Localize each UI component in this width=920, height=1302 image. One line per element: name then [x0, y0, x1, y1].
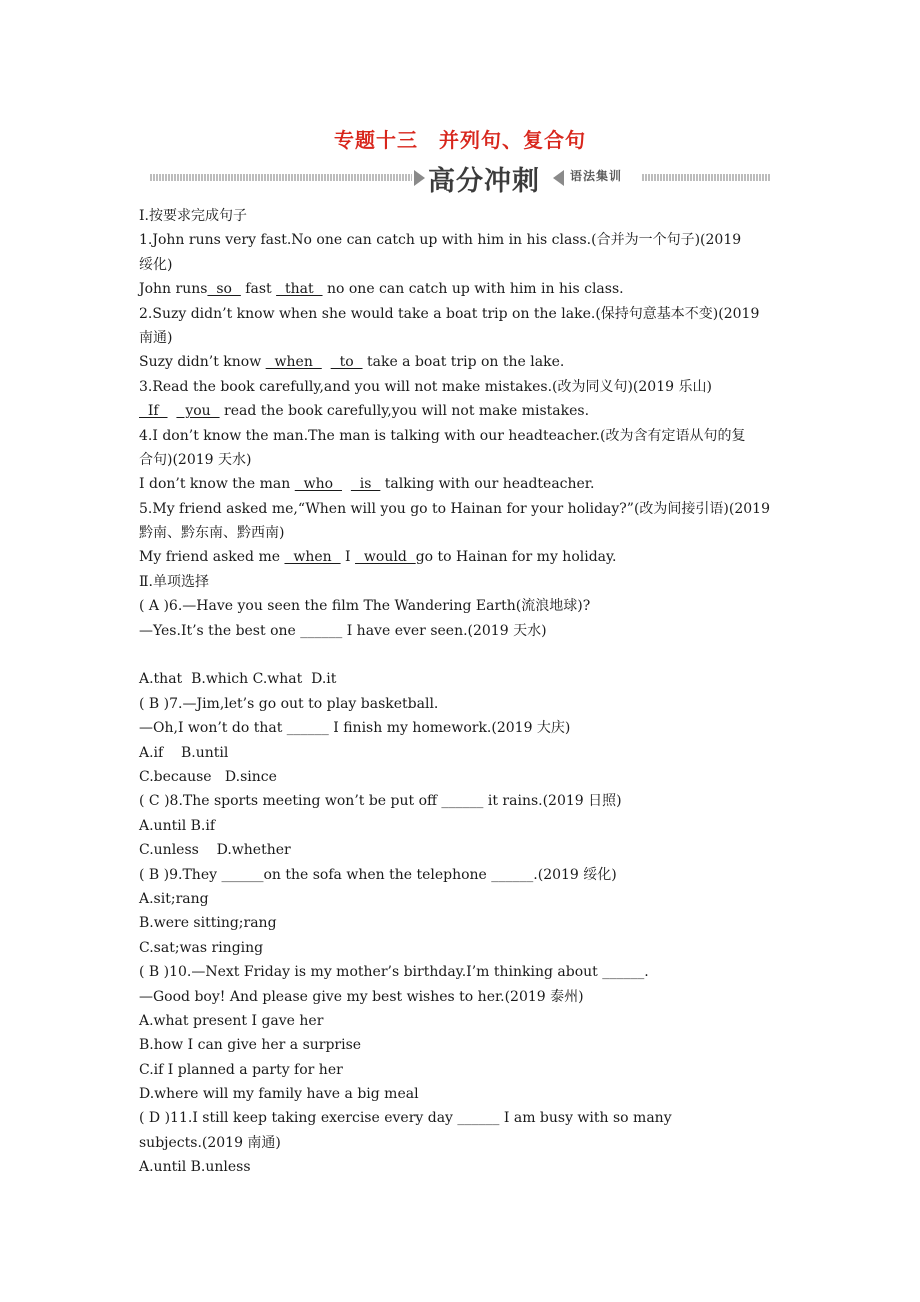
question-text: 黔南、黔东南、黔西南) — [139, 525, 285, 542]
option-line: B.were sitting;rang — [139, 915, 277, 932]
option-line: A.until B.unless — [139, 1159, 251, 1176]
question-text: subjects.(2019 南通) — [139, 1134, 281, 1151]
page-title: 专题十三 并列句、复合句 — [334, 128, 586, 152]
option-line: A.what present I gave her — [139, 1012, 324, 1029]
answer-blank: when — [284, 549, 341, 566]
option-line: C.if I planned a party for her — [139, 1061, 343, 1078]
option-line: C.unless D.whether — [139, 842, 291, 859]
option-line: C.because D.since — [139, 768, 277, 785]
question-text: 2.Suzy didn’t know when she would take a boat trip on the lake.(保持句意基本不变)(2019 — [139, 305, 760, 322]
answer-blank: If — [139, 403, 168, 420]
worksheet-body — [139, 204, 789, 1180]
question-text: 绥化) — [139, 256, 173, 273]
option-line: A.that B.which C.what D.it — [139, 671, 337, 688]
question-text: —Yes.It’s the best one ______ I have ever seen.(2019 天水) — [139, 622, 547, 639]
blank-gap — [139, 643, 789, 667]
answer-blank: you — [176, 403, 220, 420]
question-text: ( B )9.They ______on the sofa when the telephone ______.(2019 绥化) — [139, 866, 617, 883]
question-text: 1.John runs very fast.No one can catch up with him in his class.(合并为一个句子)(2019 — [139, 232, 742, 249]
answer-text: I — [340, 549, 356, 566]
option-line: B.how I can give her a surprise — [139, 1037, 362, 1054]
answer-blank: that — [276, 281, 323, 298]
option-line: D.where will my family have a big meal — [139, 1086, 419, 1103]
answer-blank: to — [330, 354, 363, 371]
answer-line — [139, 545, 789, 569]
question-text: 4.I don’t know the man.The man is talking with our headteacher.(改为含有定语从句的复 — [139, 427, 746, 444]
answer-blank: would — [355, 549, 416, 566]
question-text: 3.Read the book carefully,and you will not make mistakes.(改为同义句)(2019 乐山) — [139, 378, 712, 395]
banner-subtitle: 语法集训 — [570, 169, 623, 183]
question-text: 5.My friend asked me,“When will you go to Hainan for your holiday?”(改为间接引语)(2019 — [139, 500, 770, 517]
section-banner — [150, 160, 770, 197]
answer-text: John runs — [139, 281, 208, 298]
answer-blank: who — [294, 476, 342, 493]
option-line: C.sat;was ringing — [139, 939, 264, 956]
option-line: A.sit;rang — [139, 890, 209, 907]
answer-text: read the book carefully,you will not make mistakes. — [219, 403, 590, 420]
answer-text: I don’t know the man — [139, 476, 295, 493]
answer-line — [139, 350, 789, 374]
banner-rule-left — [150, 174, 412, 181]
answer-text: fast — [240, 281, 277, 298]
arrow-right-icon — [414, 170, 425, 186]
banner-rule-right — [642, 174, 770, 181]
question-text: ( B )10.—Next Friday is my mother’s birthday.I’m thinking about ______. — [139, 964, 649, 981]
answer-line — [139, 277, 789, 301]
question-text: ( B )7.—Jim,let’s go out to play basketball. — [139, 695, 439, 712]
question-text: 南通) — [139, 329, 173, 346]
question-text: —Good boy! And please give my best wishes to her.(2019 泰州) — [139, 988, 584, 1005]
answer-text — [342, 476, 351, 492]
answer-text: Suzy didn’t know — [139, 354, 266, 371]
question-text: ( A )6.—Have you seen the film The Wandering Earth(流浪地球)? — [139, 598, 591, 615]
question-text: ( D )11.I still keep taking exercise every day ______ I am busy with so many — [139, 1110, 672, 1127]
answer-text: talking with our headteacher. — [380, 476, 595, 493]
option-line: A.if B.until — [139, 744, 229, 761]
answer-line — [139, 472, 789, 496]
question-text: —Oh,I won’t do that ______ I finish my homework.(2019 大庆) — [139, 720, 571, 737]
answer-text: take a boat trip on the lake. — [362, 354, 565, 371]
section-heading: Ⅱ.单项选择 — [139, 573, 209, 590]
arrow-left-icon — [553, 170, 564, 186]
answer-blank: is — [350, 476, 381, 493]
answer-text: My friend asked me — [139, 549, 285, 566]
question-text: 合句)(2019 天水) — [139, 451, 252, 468]
banner-title: 高分冲刺 — [428, 166, 540, 197]
answer-text: no one can catch up with him in his class. — [322, 281, 624, 298]
answer-blank: so — [207, 281, 241, 298]
section-heading: Ⅰ.按要求完成句子 — [139, 208, 247, 224]
answer-blank: when — [265, 354, 322, 371]
answer-text: go to Hainan for my holiday. — [415, 549, 617, 566]
answer-line — [139, 399, 789, 423]
question-text: ( C )8.The sports meeting won’t be put off ______ it rains.(2019 日照) — [139, 793, 622, 810]
answer-text — [322, 354, 331, 370]
option-line: A.until B.if — [139, 817, 216, 834]
